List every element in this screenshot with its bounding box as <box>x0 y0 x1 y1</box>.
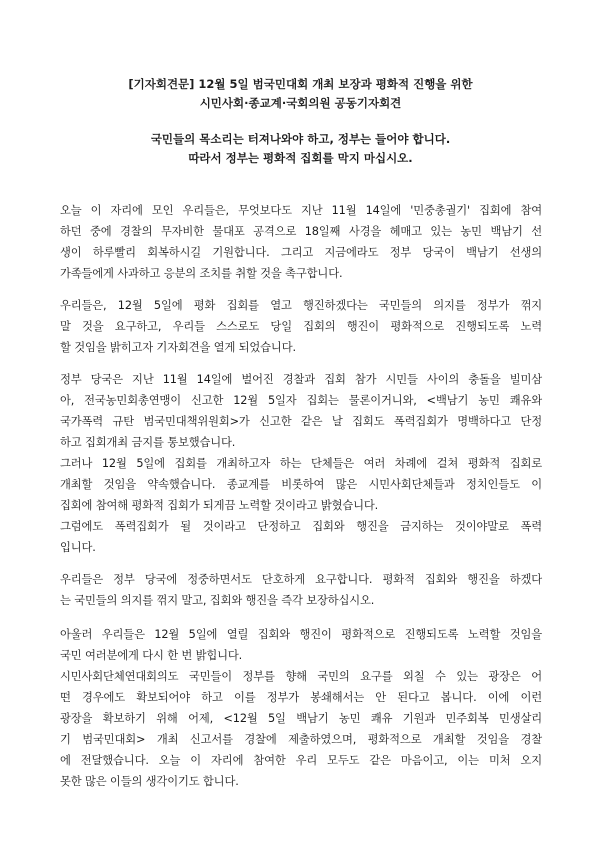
paragraph-line: 정부 당국은 지난 11월 14일에 벌어진 경찰과 집회 참가 시민들 사이의 충돌을 빌미삼 <box>60 373 542 386</box>
paragraph-line: 는 국민들의 의지를 꺾지 말고, 집회와 행진을 즉각 보장하십시오. <box>60 594 375 607</box>
paragraph-line: 떤 경우에도 확보되어야 하고 이를 정부가 봉쇄해서는 안 된다고 봅니다. 이에 이런 <box>60 691 542 704</box>
paragraph-line: 집회에 참여해 평화적 집회가 되게끔 노력할 것이라고 밝혔습니다. <box>60 499 379 512</box>
paragraph-5 <box>60 516 542 558</box>
paragraph-line: 국민 여러분에게 다시 한 번 밝힙니다. <box>60 649 243 662</box>
paragraph-line: 광장을 확보하기 위해 어제, <12월 5일 백남기 농민 쾌유 기원과 민주회복 민생살리 <box>60 712 542 725</box>
paragraph-4 <box>60 453 542 516</box>
paragraph-line: 국가폭력 규탄 범국민대책위원회>가 신고한 같은 날 집회도 폭력집회가 명백하다고 단정 <box>60 415 542 428</box>
paragraph-1 <box>60 200 542 284</box>
paragraph-line: 아, 전국농민회총연맹이 신고한 12월 5일자 집회는 물론이거니와, <백남기 농민 쾌유와 <box>60 394 542 407</box>
paragraph-line: 오늘 이 자리에 모인 우리들은, 무엇보다도 지난 11월 14일에 '민중총궐기' 집회에 참여 <box>60 204 542 217</box>
paragraph-line: 못한 많은 이들의 생각이기도 합니다. <box>60 775 239 788</box>
paragraph-line: 우리들은, 12월 5일에 평화 집회를 열고 행진하겠다는 국민들의 의지를 정부가 꺾지 <box>60 299 542 312</box>
paragraph-7 <box>60 624 542 666</box>
paragraph-8 <box>60 666 542 792</box>
paragraph-line: 생이 하루빨리 회복하시길 기원합니다. 그리고 지금에라도 정부 당국이 백남기 선생의 <box>60 246 542 259</box>
slogan-line-2: 따라서 정부는 평화적 집회를 막지 마십시오. <box>188 151 413 165</box>
paragraph-line: 할 것임을 밝히고자 기자회견을 열게 되었습니다. <box>60 341 296 354</box>
document-title-line-2: 시민사회·종교계·국회의원 공동기자회견 <box>199 96 402 110</box>
paragraph-line: 가족들에게 사과하고 응분의 조치를 취할 것을 촉구합니다. <box>60 267 343 280</box>
paragraph-line: 개최할 것임을 약속했습니다. 종교계를 비롯하여 많은 시민사회단체들과 정치인들도 이 <box>60 478 542 491</box>
paragraph-line: 우리들은 정부 당국에 정중하면서도 단호하게 요구합니다. 평화적 집회와 행진을 하겠다 <box>60 573 542 586</box>
paragraph-line: 하던 중에 경찰의 무자비한 물대포 공격으로 18일째 사경을 헤매고 있는 농민 백남기 선 <box>60 225 542 238</box>
paragraph-line: 그럼에도 폭력집회가 될 것이라고 단정하고 집회와 행진을 금지하는 것이야말로 폭력 <box>60 520 542 533</box>
paragraph-line: 아울러 우리들은 12월 5일에 열릴 집회와 행진이 평화적으로 진행되도록 노력할 것임을 <box>60 628 542 641</box>
paragraph-2 <box>60 295 542 358</box>
paragraph-line: 그러나 12월 5일에 집회를 개최하고자 하는 단체들은 여러 차례에 걸쳐 평화적 집회로 <box>60 457 542 470</box>
paragraph-line: 에 전달했습니다. 오늘 이 자리에 참여한 우리 모두도 같은 마음이고, 이는 미처 오지 <box>60 754 542 767</box>
paragraph-line: 시민사회단체연대회의도 국민들이 정부를 향해 국민의 요구를 외칠 수 있는 광장은 어 <box>60 670 542 683</box>
paragraph-line: 입니다. <box>60 541 96 554</box>
slogan-line-1: 국민들의 목소리는 터져나와야 하고, 정부는 들어야 합니다. <box>150 132 451 146</box>
document-title-line-1: [기자회견문] 12월 5일 범국민대회 개최 보장과 평화적 진행을 위한 <box>128 77 473 91</box>
paragraph-line: 하고 집회개최 금지를 통보했습니다. <box>60 436 236 449</box>
paragraph-3 <box>60 369 542 453</box>
paragraph-line: 기 범국민대회> 개최 신고서를 경찰에 제출하였으며, 평화적으로 개최할 것임을 경찰 <box>60 733 542 746</box>
paragraph-6 <box>60 569 542 611</box>
paragraph-line: 말 것을 요구하고, 우리들 스스로도 당일 집회의 행진이 평화적으로 진행되도록 노력 <box>60 320 542 333</box>
